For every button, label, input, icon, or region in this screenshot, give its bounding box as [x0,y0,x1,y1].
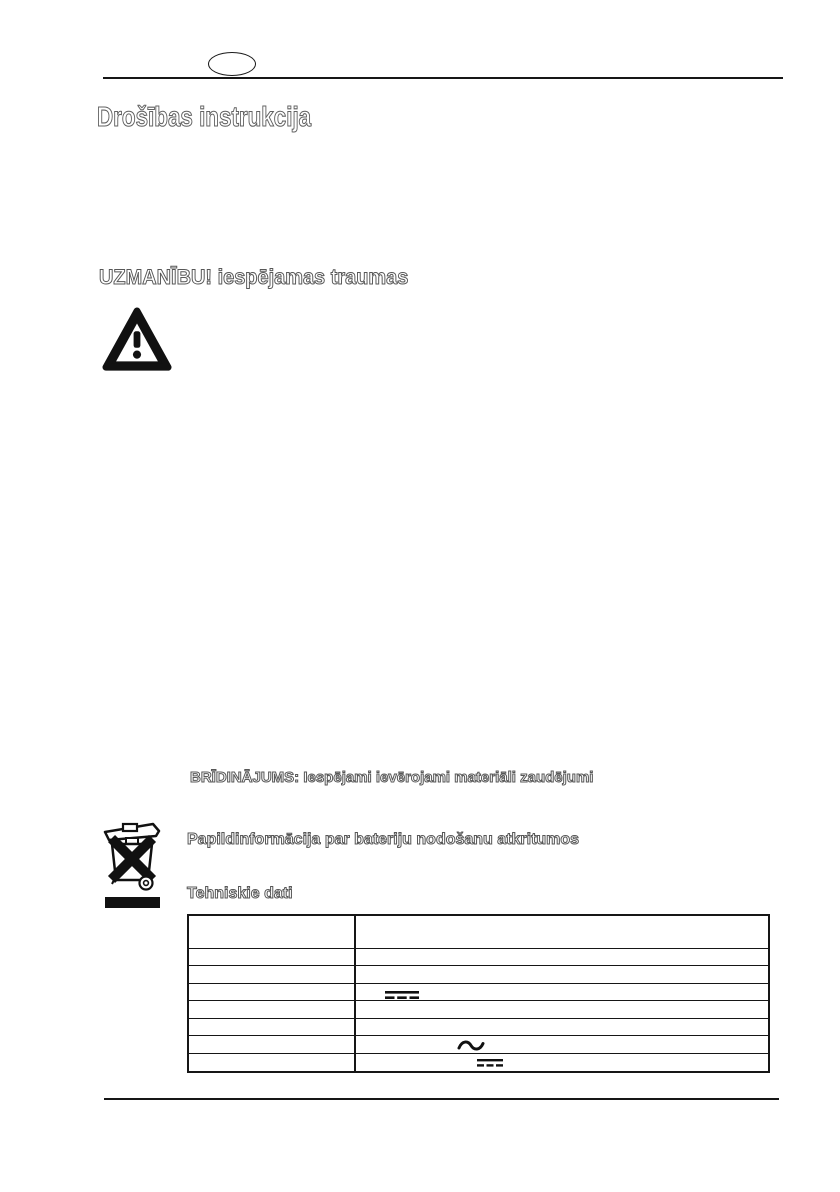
table-row [189,948,768,966]
page-title: Drošības instrukcija [97,101,312,132]
caution-heading: UZMANĪBU! iespējamas traumas [99,266,409,289]
table-row [189,1053,768,1071]
weee-black-bar [105,897,160,908]
table-row [189,1000,768,1018]
material-damage-warning-text: BRĪDINĀJUMS: Iespējami ievērojami materiāli zaudējumi [190,769,594,786]
warning-triangle-icon [102,306,172,376]
table-row [189,1035,768,1053]
dc-voltage-icon [385,991,419,999]
table-row [189,983,768,1001]
oval-logo-placeholder [208,52,256,76]
footer-rule [104,1098,779,1100]
ac-voltage-icon [457,1039,485,1052]
technical-data-heading: Tehniskie dati [187,885,293,902]
dc-voltage-icon [477,1059,503,1067]
battery-disposal-text: Papildinformācija par bateriju nodošanu atkritumos [187,831,580,848]
table-row [189,1018,768,1036]
table-row [189,916,768,948]
header-rule [103,77,783,79]
technical-data-table [187,914,770,1073]
table-row [189,965,768,983]
weee-crossed-bin-icon [101,818,165,894]
